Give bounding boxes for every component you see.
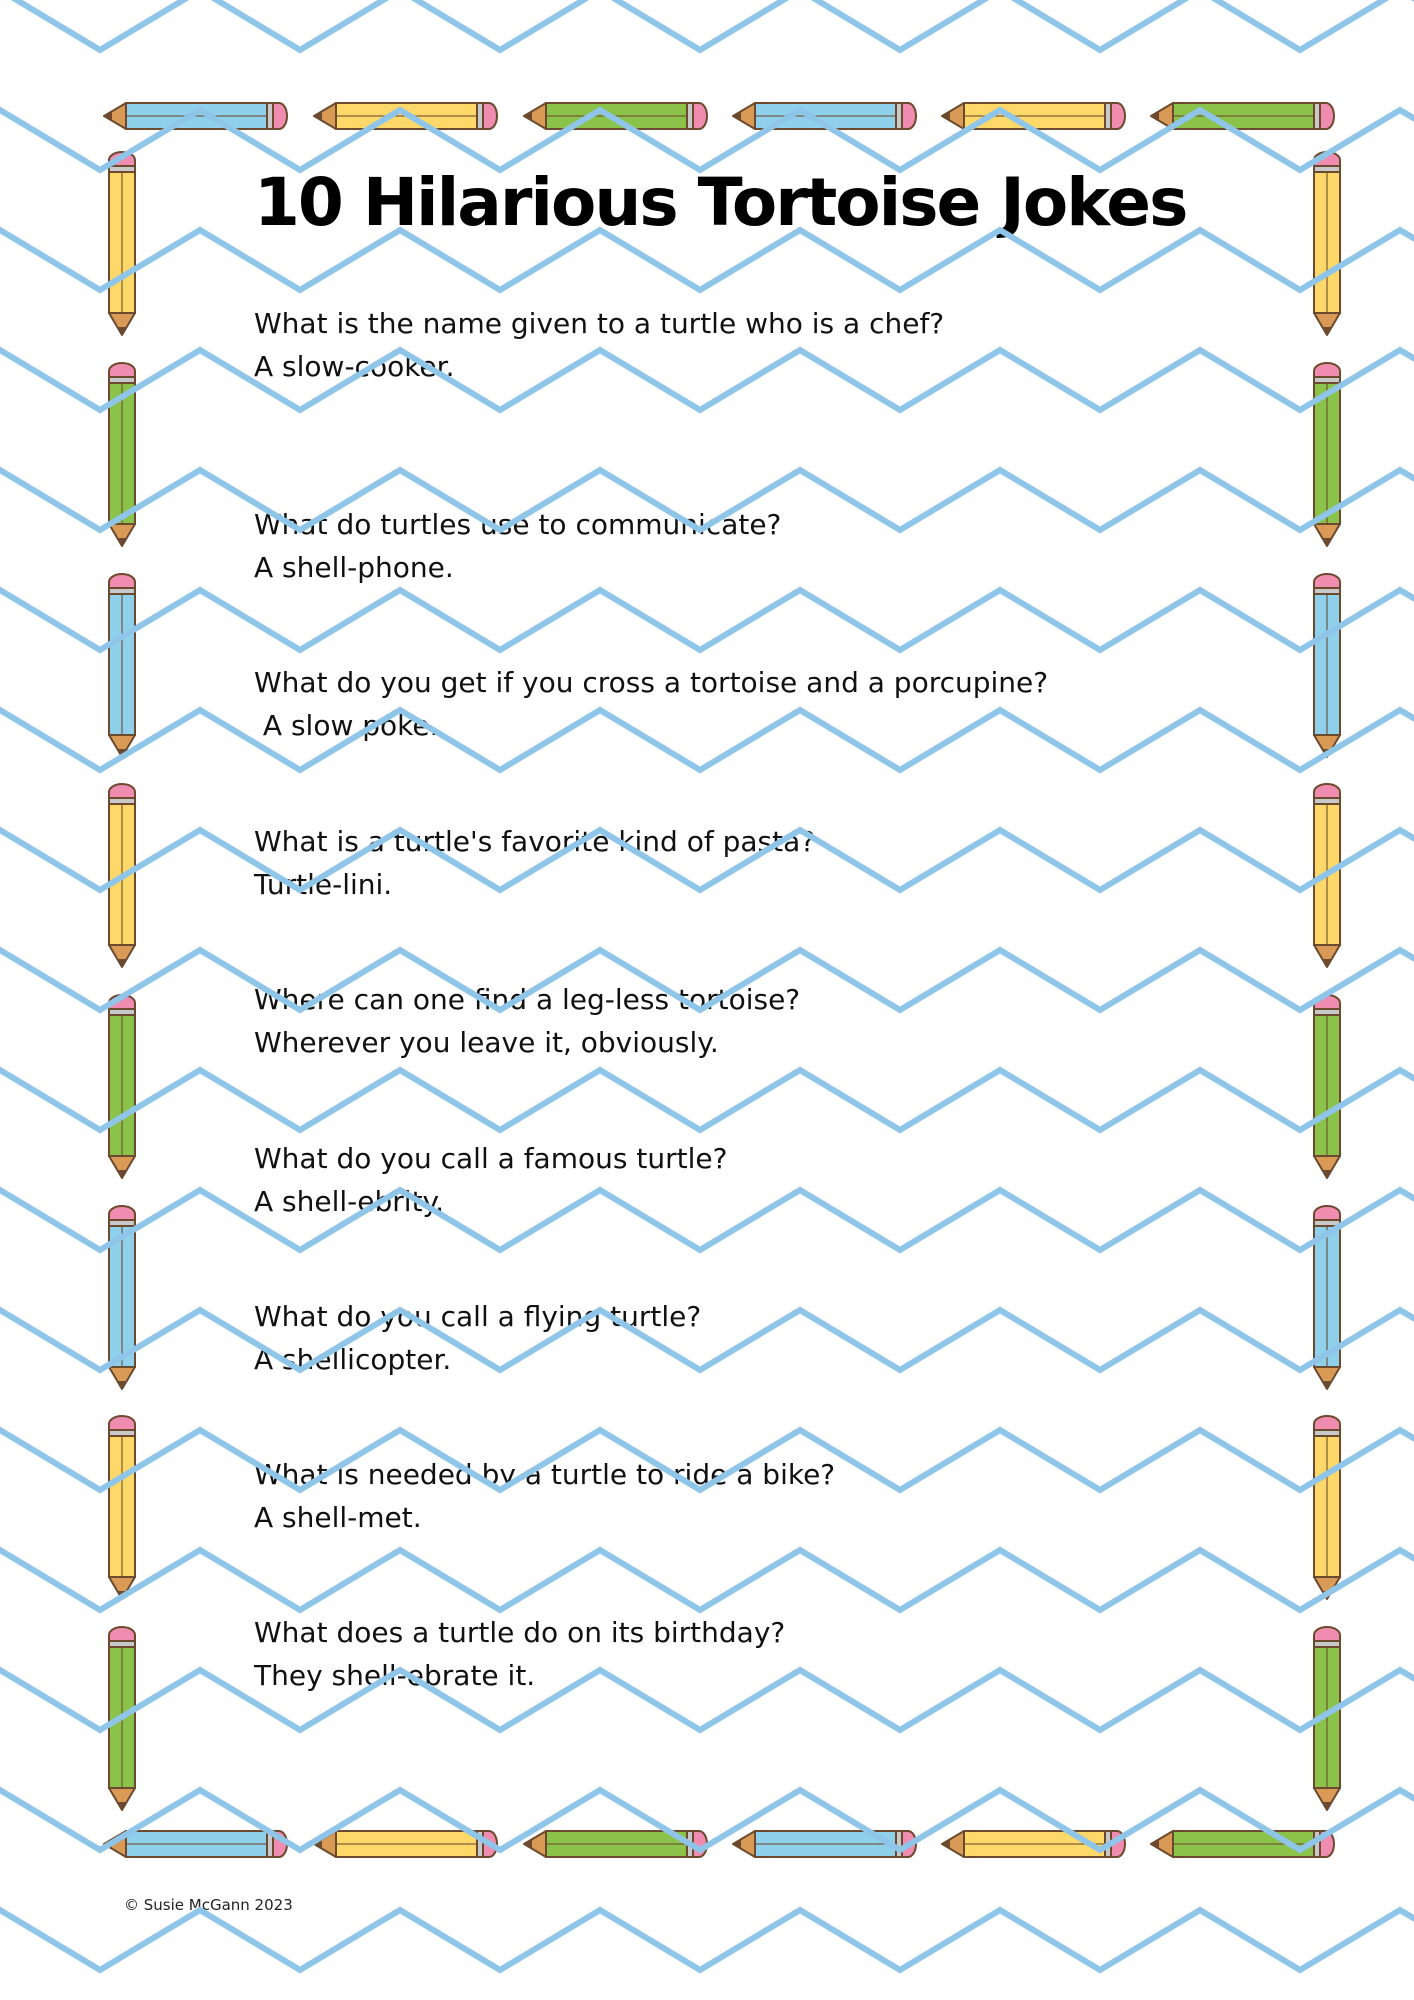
zigzag-line	[0, 1790, 1414, 1850]
zigzag-line	[0, 230, 1414, 290]
joke-answer: A slow poke.	[254, 709, 439, 742]
joke-question: What do you call a flying turtle?	[254, 1300, 702, 1333]
zigzag-line	[0, 110, 1414, 170]
zigzag-line	[0, 1070, 1414, 1130]
joke-answer: A shell-met.	[254, 1501, 422, 1534]
joke-question: What do you get if you cross a tortoise and a porcupine?	[254, 666, 1049, 699]
joke-answer: A shellicopter.	[254, 1343, 452, 1376]
joke-question: Where can one find a leg-less tortoise?	[254, 983, 801, 1016]
zigzag-line	[0, 1310, 1414, 1370]
joke-answer: Turtle-lini.	[254, 868, 393, 901]
zigzag-line	[0, 950, 1414, 1010]
joke-question: What is needed by a turtle to ride a bike?	[254, 1458, 836, 1491]
zigzag-line	[0, 830, 1414, 890]
joke-answer: A shell-phone.	[254, 551, 454, 584]
page-title: 10 Hilarious Tortoise Jokes	[254, 164, 1187, 241]
zigzag-line	[0, 1430, 1414, 1490]
joke-question: What is a turtle's favorite kind of pasta?	[254, 825, 816, 858]
zigzag-line	[0, 470, 1414, 530]
zigzag-line	[0, 590, 1414, 650]
zigzag-line	[0, 0, 1414, 50]
joke-question: What do you call a famous turtle?	[254, 1142, 728, 1175]
zigzag-line	[0, 1910, 1414, 1970]
zigzag-line	[0, 710, 1414, 770]
zigzag-line	[0, 1550, 1414, 1610]
copyright-footer: © Susie McGann 2023	[124, 1896, 293, 1914]
joke-question: What does a turtle do on its birthday?	[254, 1616, 786, 1649]
zigzag-line	[0, 1670, 1414, 1730]
joke-answer: They shell-ebrate it.	[254, 1659, 536, 1692]
joke-question: What do turtles use to communicate?	[254, 508, 782, 541]
zigzag-line	[0, 350, 1414, 410]
zigzag-line	[0, 1190, 1414, 1250]
joke-answer: Wherever you leave it, obviously.	[254, 1026, 719, 1059]
joke-question: What is the name given to a turtle who is a chef?	[254, 307, 945, 340]
joke-answer: A slow-cooker.	[254, 350, 455, 383]
joke-answer: A shell-ebrity.	[254, 1185, 445, 1218]
